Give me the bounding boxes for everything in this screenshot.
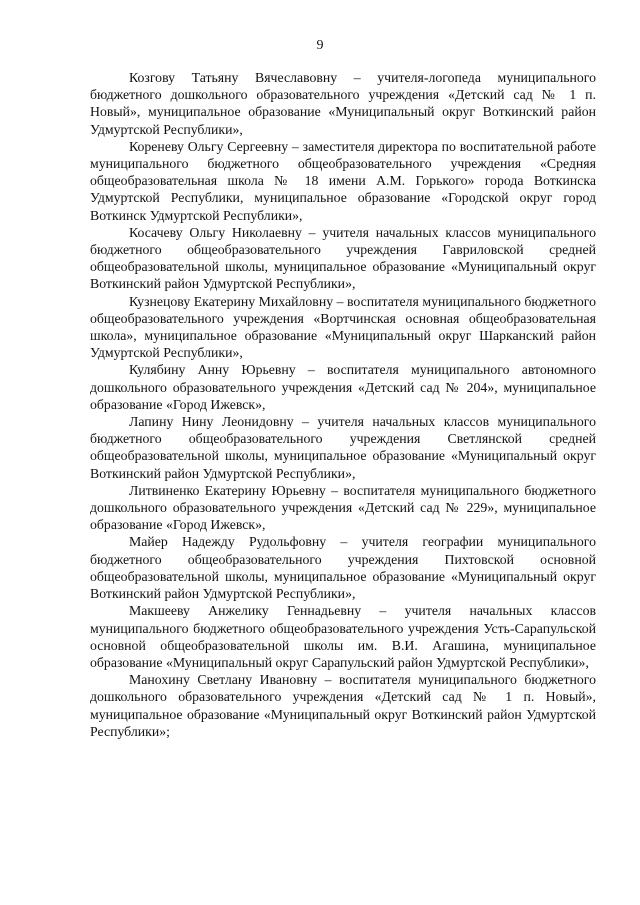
paragraph-maksheeva: Макшееву Анжелику Геннадьевну – учителя начальных классов муниципального бюджетного общеобразовательного учреждения Усть-Сарапульской основной общеобразовательной школы им. В.И. Агашина, муниципальное образование «Муниципальный округ Сарапульский район Удмуртской Республики», (90, 603, 596, 670)
paragraph-manokhina: Манохину Светлану Ивановну – воспитателя муниципального бюджетного дошкольного образовательного учреждения «Детский сад № 1 п. Новый», муниципальное образование «Муниципальный округ Воткинский район Удмуртской Республики»; (90, 672, 596, 739)
page-number: 9 (316, 38, 324, 53)
paragraph-kuznetsova: Кузнецову Екатерину Михайловну – воспитателя муниципального бюджетного общеобразовательного учреждения «Вортчинская основная общеобразовательная школа», муниципальное образование «Муниципальный округ Шарканский район Удмуртской Республики», (90, 293, 596, 361)
paragraph-kosacheva: Косачеву Ольгу Николаевну – учителя начальных классов муниципального бюджетного общеобразовательного учреждения Гавриловской средней общеобразовательной школы, муниципальное образование «Муниципальный округ Воткинский район Удмуртской Республики», (90, 224, 596, 292)
paragraph-lapina: Лапину Нину Леонидовну – учителя начальных классов муниципального бюджетного общеобразовательного учреждения Светлянской средней общеобразовательной школы, муниципальное образование «Муниципальный округ Воткинский район Удмуртской Республики», (90, 414, 596, 481)
paragraph-kulyabina: Кулябину Анну Юрьевну – воспитателя муниципального автономного дошкольного образовательного учреждения «Детский сад № 204», муниципальное образование «Город Ижевск», (90, 362, 596, 412)
paragraph-koreneva: Кореневу Ольгу Сергеевну – заместителя директора по воспитательной работе муниципального бюджетного общеобразовательного учреждения «Средняя общеобразовательная школа № 18 имени А.М. Горького» города Воткинска Удмуртской Республики, муниципальное образование «Городской округ город Воткинск Удмуртской Республики», (90, 138, 596, 223)
document-body (90, 69, 596, 740)
paragraph-kozgova: Козгову Татьяну Вячеславовну – учителя-логопеда муниципального бюджетного дошкольного образовательного учреждения «Детский сад № 1 п. Новый», муниципальное образование «Муниципальный округ Воткинский район Удмуртской Республики», (90, 70, 596, 137)
paragraph-litvinenko: Литвиненко Екатерину Юрьевну – воспитателя муниципального бюджетного дошкольного образовательного учреждения «Детский сад № 229», муниципальное образование «Город Ижевск», (90, 482, 596, 533)
paragraph-mayer: Майер Надежду Рудольфовну – учителя географии муниципального бюджетного общеобразовательного учреждения Пихтовской основной общеобразовательной школы, муниципальное образование «Муниципальный округ Воткинский район Удмуртской Республики», (90, 534, 596, 602)
